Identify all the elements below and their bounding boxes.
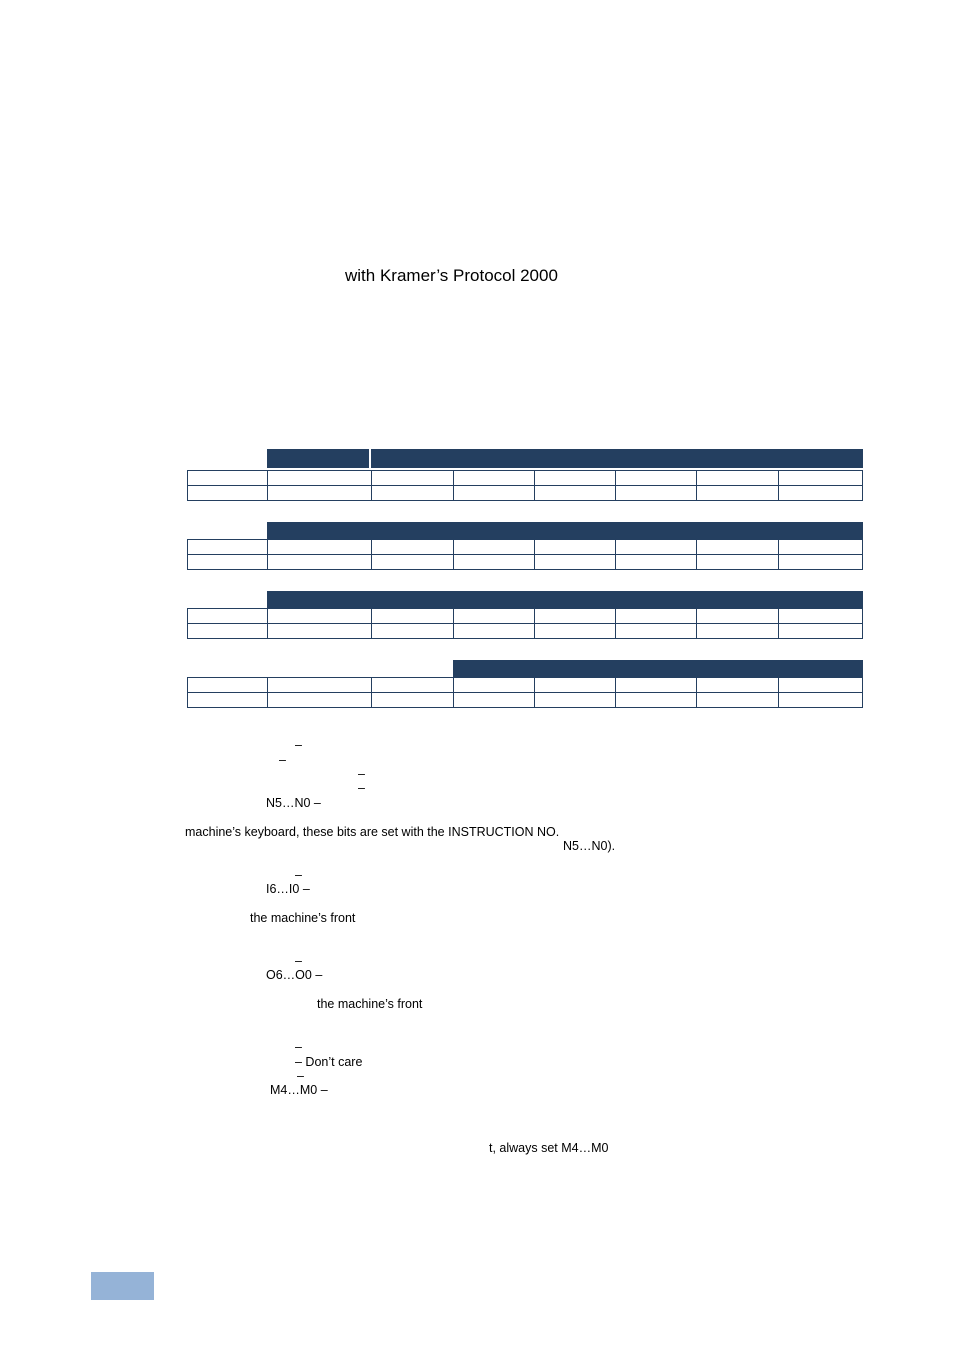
note-dash: – bbox=[297, 1069, 304, 1083]
note-n-ref: N5…N0). bbox=[563, 839, 616, 853]
page-heading: with Kramer’s Protocol 2000 bbox=[345, 266, 558, 285]
table-header-bar bbox=[371, 449, 863, 468]
table-header-bar bbox=[267, 522, 863, 539]
note-n-keyboard: machine’s keyboard, these bits are set with the INSTRUCTION NO. bbox=[185, 825, 560, 839]
table-row bbox=[188, 693, 863, 708]
table-header-bar bbox=[453, 660, 863, 677]
note-dash: – bbox=[358, 767, 365, 781]
table-grid bbox=[187, 608, 863, 639]
note-o-bits: O6…O0 – bbox=[266, 968, 323, 982]
note-i-front: the machine’s front bbox=[250, 911, 356, 925]
note-dash: – bbox=[295, 954, 302, 968]
table-row bbox=[188, 540, 863, 555]
note-n-bits: N5…N0 – bbox=[266, 796, 321, 810]
note-dash: – bbox=[295, 1040, 302, 1054]
note-dash: – bbox=[279, 753, 286, 767]
table-row bbox=[188, 624, 863, 639]
table-grid bbox=[187, 539, 863, 570]
table-row bbox=[188, 678, 863, 693]
note-o-front: the machine’s front bbox=[317, 997, 423, 1011]
table-grid bbox=[187, 470, 863, 501]
table-row bbox=[188, 555, 863, 570]
note-dash: – bbox=[358, 781, 365, 795]
note-m-bits: M4…M0 – bbox=[270, 1083, 328, 1097]
table-grid bbox=[187, 677, 863, 708]
note-m-set: t, always set M4…M0 bbox=[489, 1141, 609, 1155]
table-header-bar bbox=[267, 591, 863, 608]
table-row bbox=[188, 486, 863, 501]
table-row bbox=[188, 609, 863, 624]
note-dash: – bbox=[295, 868, 302, 882]
note-dont-care: – Don’t care bbox=[295, 1055, 363, 1069]
table-header-bar bbox=[267, 449, 370, 468]
table-row bbox=[188, 471, 863, 486]
note-dash: – bbox=[295, 738, 302, 752]
note-i-bits: I6…I0 – bbox=[266, 882, 310, 896]
page-number-tab bbox=[91, 1272, 154, 1300]
